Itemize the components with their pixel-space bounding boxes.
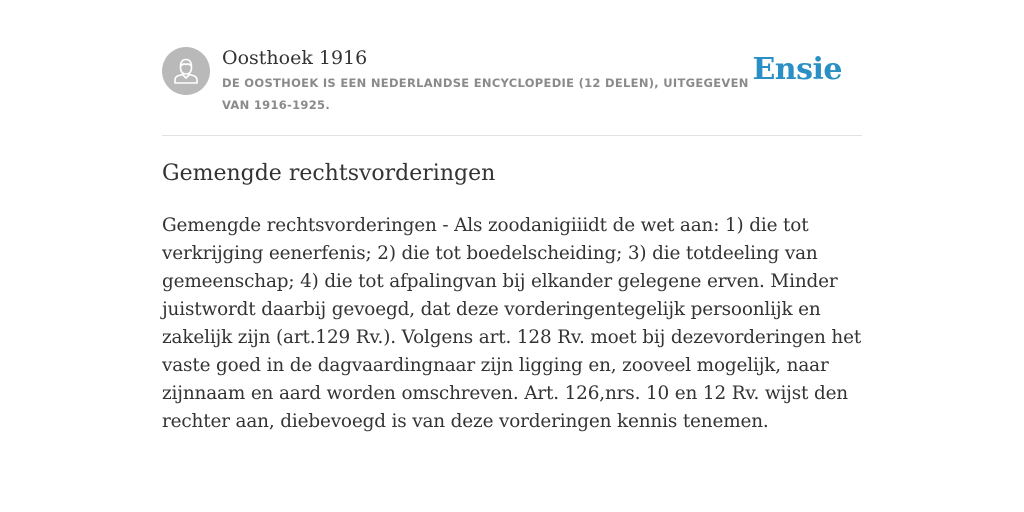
entry-title: Gemengde rechtsvorderingen xyxy=(162,161,496,186)
source-header xyxy=(162,46,862,136)
ensie-logo[interactable]: Ensie xyxy=(752,52,842,87)
user-icon xyxy=(162,47,210,95)
divider xyxy=(162,135,862,136)
source-title[interactable]: Oosthoek 1916 xyxy=(222,47,368,69)
source-description: DE OOSTHOEK IS EEN NEDERLANDSE ENCYCLOPEDIE (12 DELEN), UITGEGEVEN VAN 1916-1925. xyxy=(222,76,749,112)
entry-body: Gemengde rechtsvorderingen - Als zoodanigiiidt de wet aan: 1) die tot verkrijging eenerfenis; 2) die tot boedelscheiding; 3) die totdeeling van gemeenschap; 4) die tot afpalingvan bij elkander gelegene erven. Minder juistwordt daarbij gevoegd, dat deze vorderingentegelijk persoonlijk en zakelijk zijn (art.129 Rv.). Volgens art. 128 Rv. moet bij dezevorderingen het vaste goed in de dagvaardingnaar zijn ligging en, zooveel mogelijk, naar zijnnaam en aard worden omschreven. Art. 126,nrs. 10 en 12 Rv. wijst den rechter aan, diebevoegd is van deze vorderingen kennis tenemen. xyxy=(162,215,862,432)
avatar xyxy=(162,47,210,95)
